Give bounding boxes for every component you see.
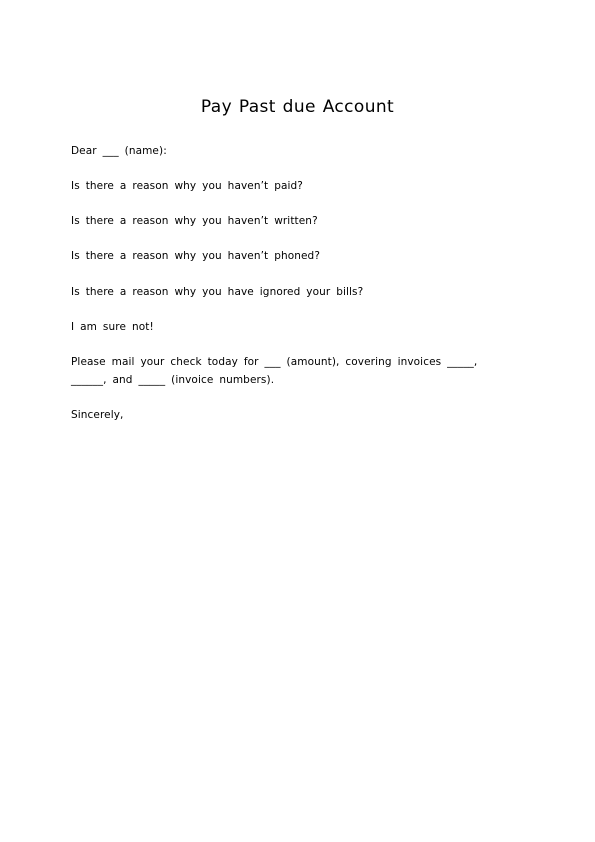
payment-request-paragraph — [71, 353, 481, 389]
closing: Sincerely, — [71, 409, 124, 421]
payment-request-line-2: ______, and _____ (invoice numbers). — [71, 374, 275, 386]
question-paid: Is there a reason why you haven’t paid? — [71, 180, 303, 192]
page-title: Pay Past due Account — [200, 97, 395, 117]
greeting: Dear ___ (name): — [71, 145, 167, 157]
question-written: Is there a reason why you haven’t written? — [71, 215, 318, 227]
payment-request-line-1: Please mail your check today for ___ (amount), covering invoices _____, — [71, 356, 478, 368]
assurance-line: I am sure not! — [71, 321, 154, 333]
question-phoned: Is there a reason why you haven’t phoned? — [71, 250, 320, 262]
question-ignored-bills: Is there a reason why you have ignored your bills? — [71, 286, 364, 298]
